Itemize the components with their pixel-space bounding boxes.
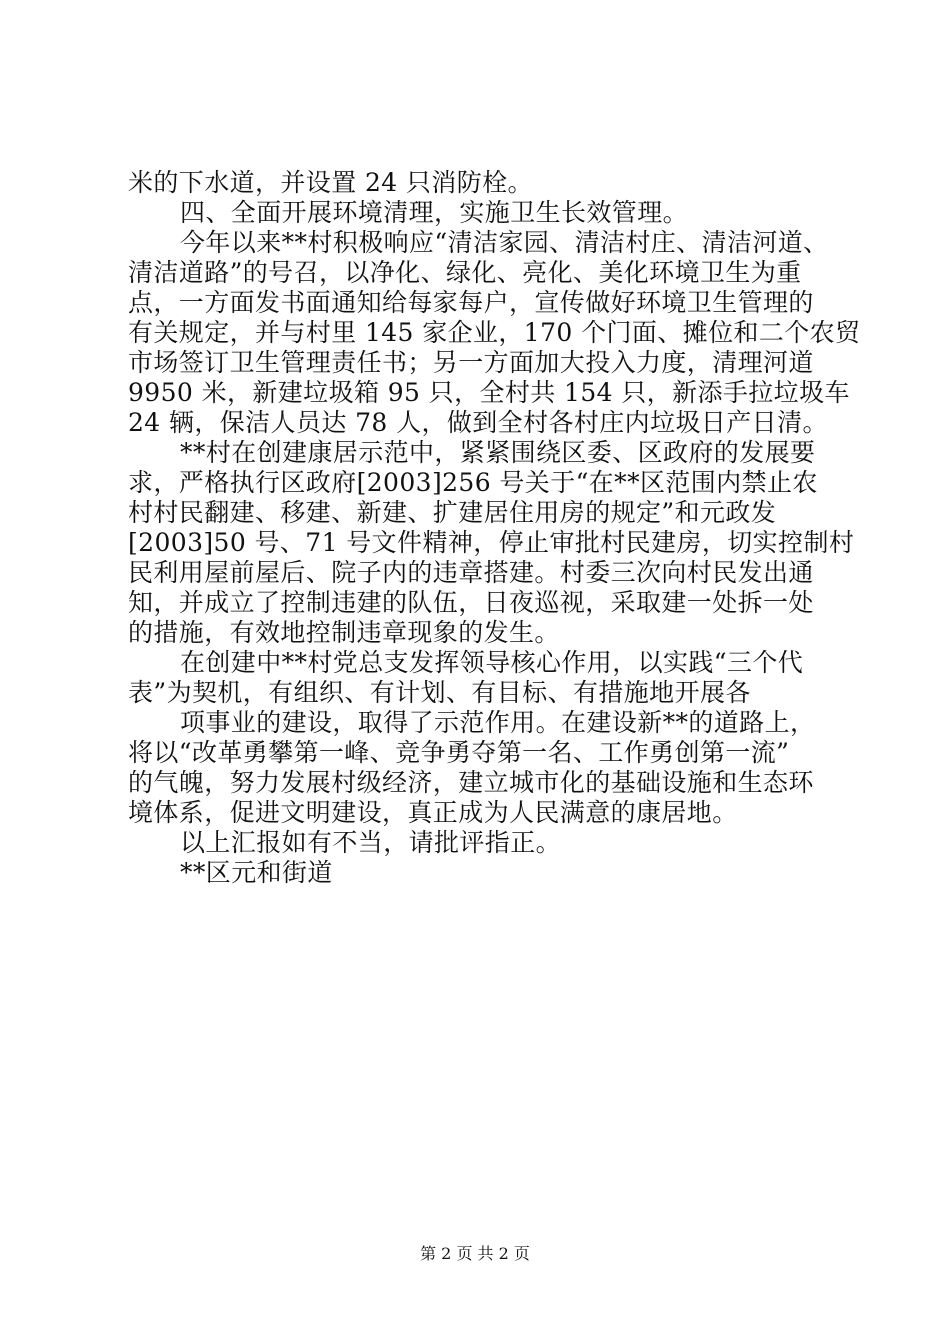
text-line: 9950 米，新建垃圾箱 95 只，全村共 154 只，新添手拉垃圾车: [128, 378, 850, 407]
text-line: 点，一方面发书面通知给每家每户，宣传做好环境卫生管理的: [128, 288, 814, 317]
text-line: 米的下水道，并设置 24 只消防栓。: [128, 168, 533, 197]
text-line: 今年以来**村积极响应“清洁家园、清洁村庄、清洁河道、: [180, 228, 829, 257]
text-line: **区元和街道: [180, 858, 333, 887]
text-line: 表”为契机，有组织、有计划、有目标、有措施地开展各: [128, 678, 751, 707]
text-line: 市场签订卫生管理责任书；另一方面加大投入力度，清理河道: [128, 348, 814, 377]
text-line: 知，并成立了控制违建的队伍，日夜巡视，采取建一处拆一处: [128, 588, 814, 617]
text-line: 24 辆，保洁人员达 78 人，做到全村各村庄内垃圾日产日清。: [128, 408, 828, 437]
text-line: 的气魄，努力发展村级经济，建立城市化的基础设施和生态环: [128, 768, 814, 797]
text-line: 四、全面开展环境清理，实施卫生长效管理。: [180, 198, 689, 227]
text-line: 项事业的建设，取得了示范作用。在建设新**的道路上，: [180, 708, 816, 737]
text-line: 的措施，有效地控制违章现象的发生。: [128, 618, 560, 647]
text-line: **村在创建康居示范中，紧紧围绕区委、区政府的发展要: [180, 438, 816, 467]
text-line: 境体系，促进文明建设，真正成为人民满意的康居地。: [128, 798, 738, 827]
text-line: 有关规定，并与村里 145 家企业，170 个门面、摊位和二个农贸: [128, 318, 861, 347]
page-footer: 第 2 页 共 2 页: [420, 1244, 530, 1263]
text-line: 将以“改革勇攀第一峰、竞争勇夺第一名、工作勇创第一流”: [128, 738, 790, 767]
document-body: [128, 168, 861, 888]
text-line: 清洁道路”的号召，以净化、绿化、亮化、美化环境卫生为重: [128, 258, 802, 287]
text-line: 民利用屋前屋后、院子内的违章搭建。村委三次向村民发出通: [128, 558, 814, 587]
text-line: 求，严格执行区政府[2003]256 号关于“在**区范围内禁止农: [128, 468, 818, 497]
text-line: [2003]50 号、71 号文件精神，停止审批村民建房，切实控制村: [128, 528, 855, 557]
text-line: 村村民翻建、移建、新建、扩建居住用房的规定”和元政发: [128, 498, 777, 527]
text-line: 在创建中**村党总支发挥领导核心作用，以实践“三个代: [180, 648, 804, 677]
text-line: 以上汇报如有不当，请批评指正。: [180, 828, 562, 857]
